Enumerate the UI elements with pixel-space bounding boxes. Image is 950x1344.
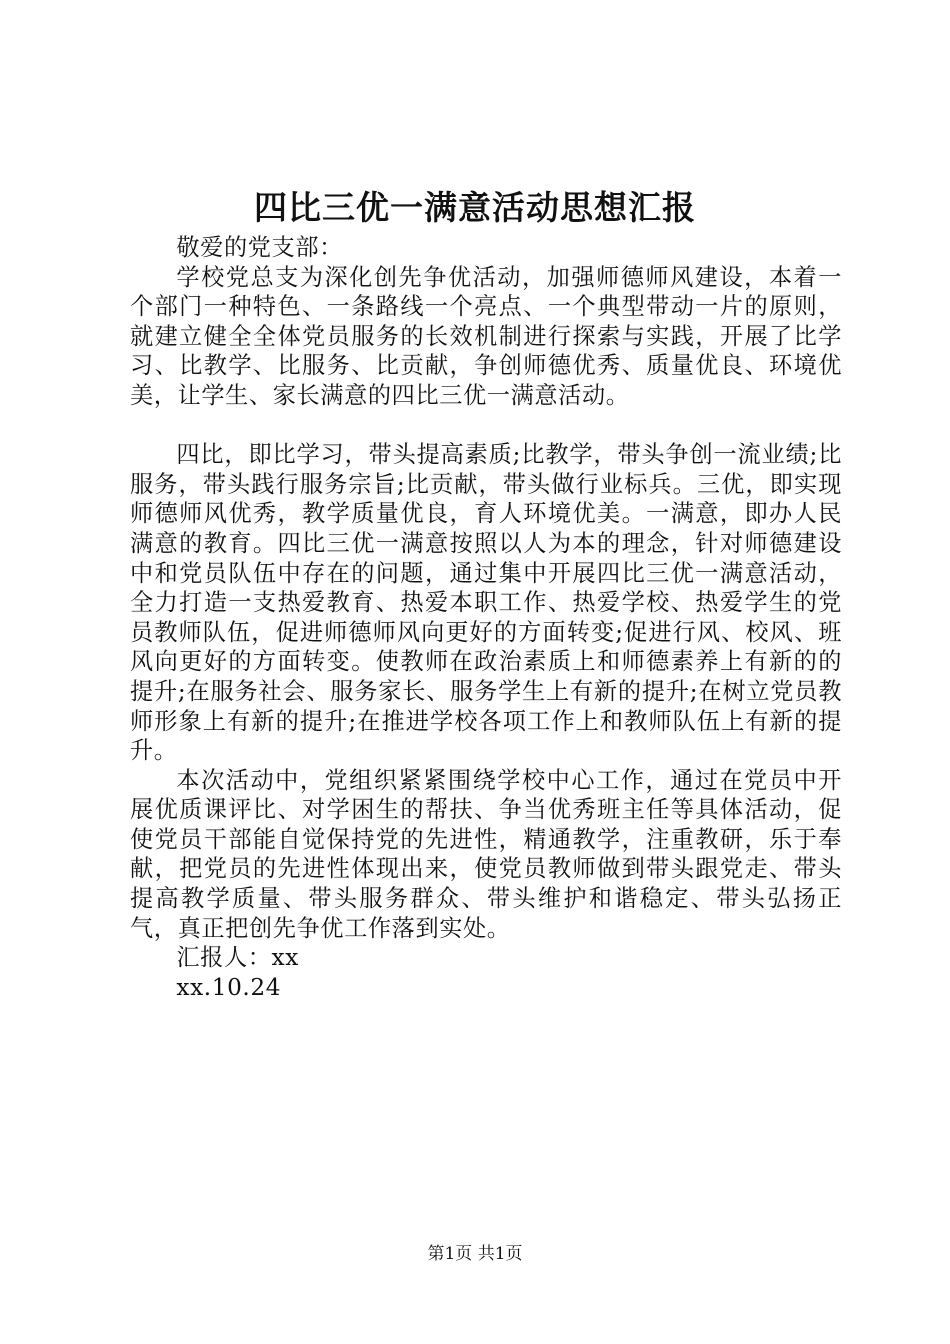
reporter-line: 汇报人：xx	[176, 944, 299, 972]
paragraph-2: 四比，即比学习，带头提高素质;比教学，带头争创一流业绩;比服务，带头践行服务宗旨;比贡献，带头做行业标兵。三优，即实现师德师风优秀，教学质量优良，育人环境优美。一满意，即办人民满意的教育。四比三优一满意按照以人为本的理念，针对师德建设中和党员队伍中存在的问题，通过集中开展四比三优一满意活动，全力打造一支热爱教育、热爱本职工作、热爱学校、热爱学生的党员教师队伍，促进师德师风向更好的方面转变;促进行风、校风、班风向更好的方面转变。使教师在政治素质上和师德素养上有新的的提升;在服务社会、服务家长、服务学生上有新的提升;在树立党员教师形象上有新的提升;在推进学校各项工作上和教师队伍上有新的提升。	[130, 441, 842, 765]
document-title: 四比三优一满意活动思想汇报	[254, 188, 696, 227]
document-body	[130, 233, 842, 1002]
date-line: xx.10.24	[176, 973, 282, 1001]
paragraph-spacer	[130, 411, 842, 441]
paragraph-1: 学校党总支为深化创先争优活动，加强师德师风建设，本着一个部门一种特色、一条路线一个亮点、一个典型带动一片的原则，就建立健全全体党员服务的长效机制进行探索与实践，开展了比学习、比教学、比服务、比贡献，争创师德优秀、质量优良、环境优美，让学生、家长满意的四比三优一满意活动。	[130, 263, 842, 409]
page-footer: 第1页 共1页	[427, 1244, 523, 1264]
paragraph-3: 本次活动中，党组织紧紧围绕学校中心工作，通过在党员中开展优质课评比、对学困生的帮扶、争当优秀班主任等具体活动，促使党员干部能自觉保持党的先进性，精通教学，注重教研，乐于奉献，把党员的先进性体现出来，使党员教师做到带头跟党走、带头提高教学质量、带头服务群众、带头维护和谐稳定、带头弘扬正气，真正把创先争优工作落到实处。	[130, 766, 842, 942]
salutation: 敬爱的党支部：	[176, 234, 343, 261]
